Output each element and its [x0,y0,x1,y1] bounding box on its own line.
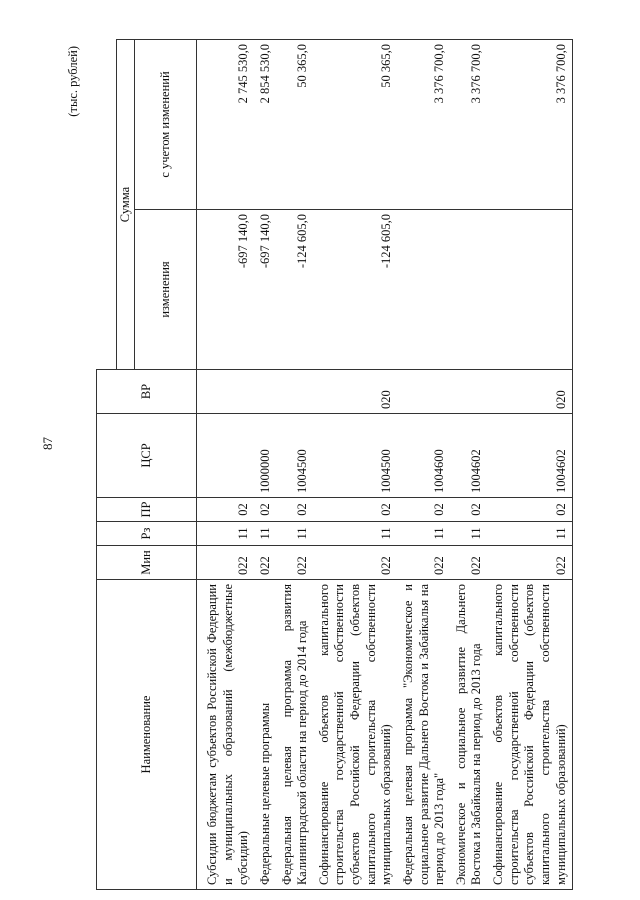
header-min: Мин [97,546,197,580]
table-row: Федеральная целевая программа развития Калининградской области на период до 2014 года 022 11 02 1004500 -124 605,0 50 365,0 [277,40,314,890]
header-changes: изменения [135,210,197,370]
table-row: Федеральная целевая программа "Экономическое и социальное развитие Дальнего Востока и Забайкалья на период до 2013 года" 022 11 02 1004600 3 376 700,0 [398,40,451,890]
header-pr: ПР [97,498,197,522]
header-spacer [97,40,117,370]
header-csr: ЦСР [97,414,197,498]
rotated-table-page [66,40,616,890]
page-number: 87 [40,437,55,450]
table-row: Экономическое и социальное развитие Дальнего Востока и Забайкалья на период до 2013 года 022 11 02 1004602 3 376 700,0 [451,40,488,890]
header-with-changes: с учетом изменений [135,40,197,210]
budget-table [96,39,573,890]
table-row: Софинансирование объектов капитального строительства государственной собственности субъектов Российской Федерации (объектов капитального строительства собственности муниципальных образований) 022 11 02 1004500 020 -124 605,0 50 365,0 [314,40,398,890]
table-row: Софинансирование объектов капитального строительства государственной собственности субъектов Российской Федерации (объектов капитального строительства собственности муниципальных образований) 022 11 02 1004602 020 3 376 700,0 [488,40,573,890]
units-label: (тыс. рублей) [66,46,80,117]
header-name: Наименование [97,580,197,890]
table-row: Федеральные целевые программы 022 11 02 1000000 -697 140,0 2 854 530,0 [255,40,277,890]
header-vr: ВР [97,370,197,414]
table-row: Субсидии бюджетам субъектов Российской Федерации и муниципальных образований (межбюджетные субсидии) 022 11 02 -697 140,0 2 745 530,0 [197,40,255,890]
header-rz: Рз [97,522,197,546]
header-sum: Сумма [117,40,135,370]
